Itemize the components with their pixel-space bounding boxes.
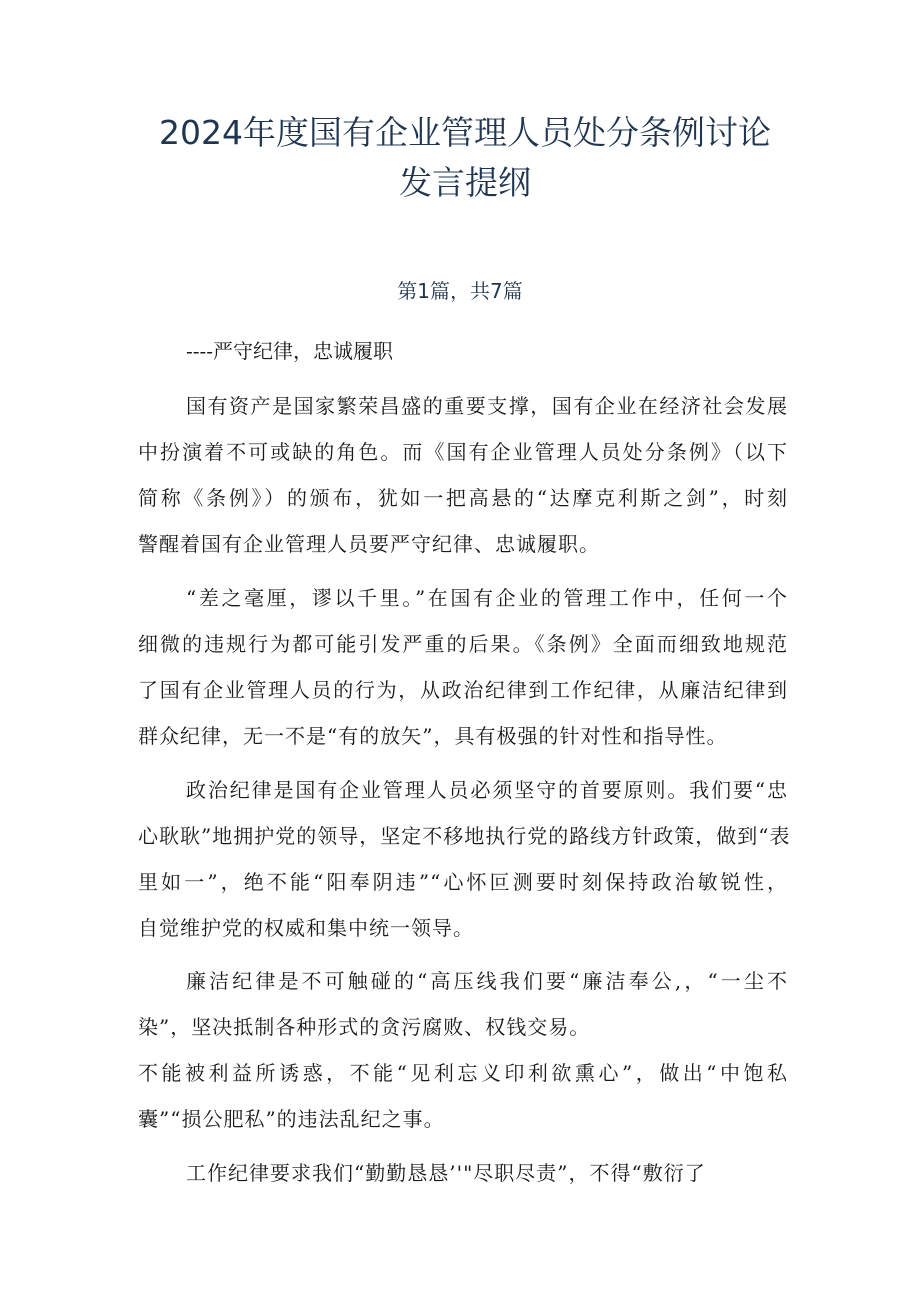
document-title xyxy=(100,108,830,208)
paragraph-6 xyxy=(138,1150,788,1196)
paragraph-line: 群众纪律，无一不是“有的放矢”，具有极强的针对性和指导性。 xyxy=(138,724,728,748)
paragraph-line: 中扮演着不可或缺的角色。而《国有企业管理人员处分条例》（以下 xyxy=(138,440,788,464)
paragraph-line: 了国有企业管理人员的行为，从政治纪律到工作纪律，从廉洁纪律到 xyxy=(138,678,788,702)
title-line-2: 发言提纲 xyxy=(399,163,531,202)
paragraph-line: 廉洁纪律是不可触碰的“高压线我们要“廉洁奉公,，“一尘不 xyxy=(186,969,788,993)
title-line-1: 2024年度国有企业管理人员处分条例讨论 xyxy=(159,113,771,152)
paragraph-line: 国有资产是国家繁荣昌盛的重要支撑，国有企业在经济社会发展 xyxy=(186,394,788,418)
paragraph-line: 警醒着国有企业管理人员要严守纪律、忠诚履职。 xyxy=(138,532,600,556)
paragraph-line: 自觉维护党的权威和集中统一领导。 xyxy=(138,916,474,940)
paragraph-line: 不能被利益所诱惑，不能“见利忘义印利欲熏心”，做出“中饱私 xyxy=(138,1061,788,1085)
paragraph-3 xyxy=(138,767,791,951)
paragraph-line: “差之毫厘，谬以千里。”在国有企业的管理工作中，任何一个 xyxy=(186,586,788,610)
paragraph-1 xyxy=(138,383,788,567)
part-label: 第1篇，共7篇 xyxy=(397,279,523,303)
paragraph-line: 政治纪律是国有企业管理人员必须坚守的首要原则。我们要“忠 xyxy=(186,778,788,802)
paragraph-line: 里如一”，绝不能“阳奉阴违”“心怀叵测要时刻保持政治敏锐性， xyxy=(138,870,788,894)
paragraph-5 xyxy=(138,1050,788,1142)
paragraph-line: 心耿耿”地拥护党的领导，坚定不移地执行党的路线方针政策，做到“表 xyxy=(138,824,791,848)
paragraph-line: 简称《条例》）的颁布，犹如一把高悬的“达摩克利斯之剑”，时刻 xyxy=(138,486,788,510)
paragraph-line: 染”，坚决抵制各种形式的贪污腐败、权钱交易。 xyxy=(138,1015,591,1039)
subtitle: ----严守纪律，忠诚履职 xyxy=(186,339,394,363)
paragraph-line: 细微的违规行为都可能引发严重的后果。《条例》全面而细致地规范 xyxy=(138,632,788,656)
paragraph-2 xyxy=(138,575,788,759)
paragraph-line: 工作纪律要求我们“勤勤恳恳’'"尽职尽责”，不得“敷衍了 xyxy=(186,1161,706,1185)
paragraph-4 xyxy=(138,958,788,1050)
paragraph-line: 囊”“损公肥私”的违法乱纪之事。 xyxy=(138,1107,445,1131)
